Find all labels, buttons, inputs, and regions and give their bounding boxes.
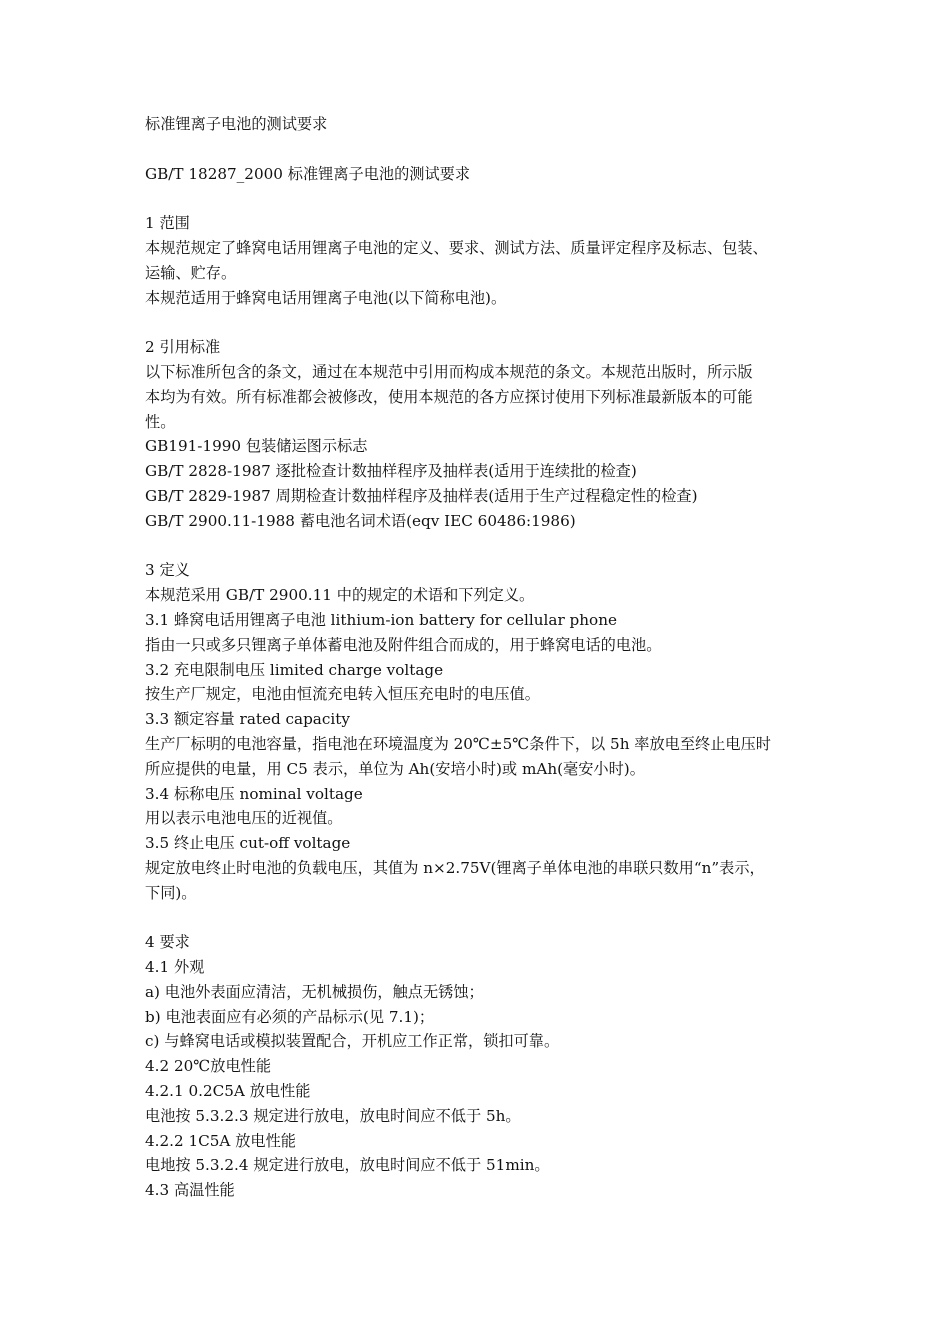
definition-term: 3.3 额定容量 rated capacity [145, 710, 350, 729]
list-item: a) 电池外表面应清洁，无机械损伤，触点无锈蚀； [145, 982, 484, 1001]
paragraph-line: 生产厂标明的电池容量，指电池在环境温度为 20℃±5℃条件下，以 5h 率放电至终止电压时 [145, 734, 771, 753]
section-heading: 2 引用标准 [145, 338, 221, 357]
paragraph-line: 性。 [145, 412, 176, 431]
reference-item: GB/T 2900.11-1988 蓄电池名词术语(eqv IEC 60486:1986) [145, 511, 576, 530]
paragraph-line: 按生产厂规定，电池由恒流充电转入恒压充电时的电压值。 [145, 685, 540, 704]
paragraph-line: 本均为有效。所有标准都会被修改，使用本规范的各方应探讨使用下列标准最新版本的可能 [145, 387, 753, 406]
section-references [145, 335, 815, 533]
section-heading: 1 范围 [145, 214, 190, 233]
subsection-heading: 4.2 20℃放电性能 [145, 1057, 272, 1076]
spacer [145, 906, 815, 931]
document-subtitle: GB/T 18287_2000 标准锂离子电池的测试要求 [145, 164, 471, 183]
document-title: 标准锂离子电池的测试要求 [145, 115, 328, 133]
definition-term: 3.1 蜂窝电话用锂离子电池 lithium-ion battery for cellular phone [145, 610, 617, 629]
spacer [145, 534, 815, 559]
list-item: b) 电池表面应有必须的产品标示(见 7.1)； [145, 1007, 435, 1026]
paragraph-line: 所应提供的电量，用 C5 表示，单位为 Ah(安培小时)或 mAh(毫安小时)。 [145, 759, 645, 778]
document-page [145, 112, 815, 1203]
section-requirements [145, 930, 815, 1203]
reference-item: GB191-1990 包装储运图示标志 [145, 437, 368, 456]
section-heading: 4 要求 [145, 933, 190, 952]
definition-term: 3.5 终止电压 cut-off voltage [145, 834, 351, 853]
paragraph-line: 本规范采用 GB/T 2900.11 中的规定的术语和下列定义。 [145, 586, 535, 605]
subsection-heading: 4.2.1 0.2C5A 放电性能 [145, 1082, 311, 1101]
list-item: c) 与蜂窝电话或模拟装置配合，开机应工作正常，锁扣可靠。 [145, 1032, 560, 1051]
subsection-heading: 4.2.2 1C5A 放电性能 [145, 1131, 296, 1150]
section-scope [145, 211, 815, 310]
definition-term: 3.2 充电限制电压 limited charge voltage [145, 660, 444, 679]
paragraph-line: 以下标准所包含的条文，通过在本规范中引用而构成本规范的条文。本规范出版时，所示版 [145, 362, 753, 381]
section-definitions [145, 558, 815, 905]
reference-item: GB/T 2828-1987 逐批检查计数抽样程序及抽样表(适用于连续批的检查) [145, 462, 637, 481]
paragraph-line: 本规范规定了蜂窝电话用锂离子电池的定义、要求、测试方法、质量评定程序及标志、包装、 [145, 238, 768, 257]
reference-item: GB/T 2829-1987 周期检查计数抽样程序及抽样表(适用于生产过程稳定性的检查) [145, 486, 698, 505]
spacer [145, 310, 815, 335]
spacer [145, 137, 815, 162]
paragraph-line: 运输、贮存。 [145, 263, 237, 282]
subsection-heading: 4.3 高温性能 [145, 1181, 235, 1200]
paragraph-line: 本规范适用于蜂窝电话用锂离子电池(以下简称电池)。 [145, 288, 507, 307]
paragraph-line: 电地按 5.3.2.4 规定进行放电，放电时间应不低于 51min。 [145, 1156, 550, 1175]
subsection-heading: 4.1 外观 [145, 958, 205, 977]
definition-term: 3.4 标称电压 nominal voltage [145, 784, 363, 803]
paragraph-line: 用以表示电池电压的近视值。 [145, 809, 343, 828]
paragraph-line: 指由一只或多只锂离子单体蓄电池及附件组合而成的，用于蜂窝电话的电池。 [145, 635, 662, 654]
paragraph-line: 电池按 5.3.2.3 规定进行放电，放电时间应不低于 5h。 [145, 1106, 521, 1125]
paragraph-line: 规定放电终止时电池的负载电压，其值为 n×2.75V(锂离子单体电池的串联只数用“n”表示， [145, 858, 765, 877]
paragraph-line: 下同)。 [145, 883, 197, 902]
section-heading: 3 定义 [145, 561, 190, 580]
spacer [145, 186, 815, 211]
